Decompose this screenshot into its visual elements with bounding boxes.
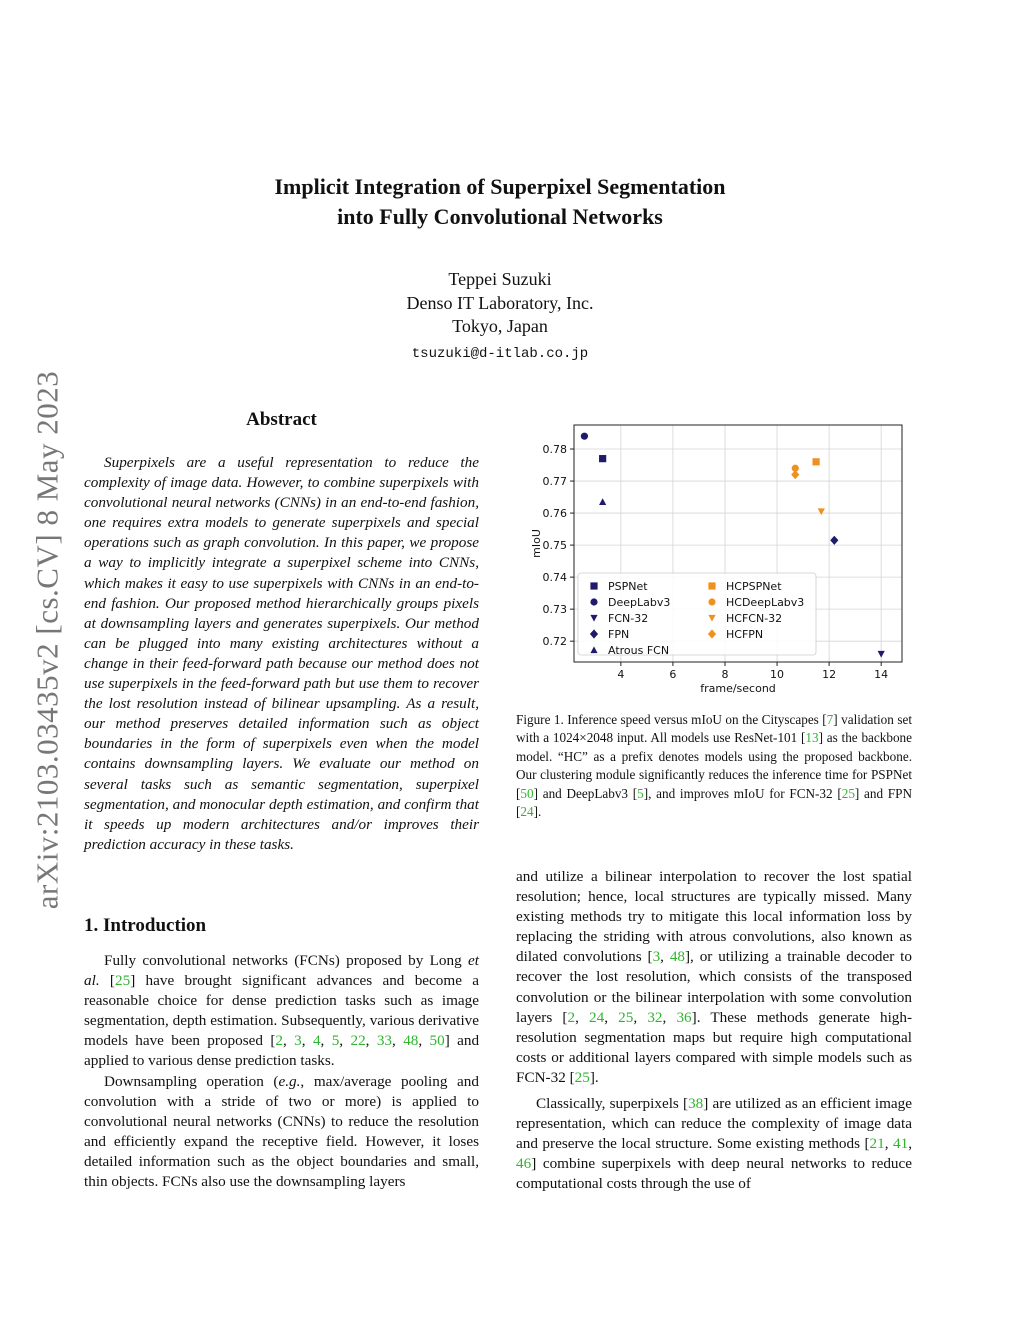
- title-line-2: into Fully Convolutional Networks: [337, 204, 663, 229]
- x-tick-label: 12: [822, 668, 837, 681]
- legend-marker: [590, 598, 597, 605]
- legend-marker: [590, 582, 597, 589]
- data-point: [599, 498, 606, 505]
- citation-link[interactable]: 3: [294, 1032, 302, 1050]
- citation-link[interactable]: 5: [637, 785, 644, 801]
- citation-link[interactable]: 48: [669, 948, 685, 966]
- citation-link[interactable]: 48: [403, 1032, 419, 1050]
- citation-link[interactable]: 25: [115, 972, 131, 990]
- x-tick-label: 10: [770, 668, 785, 681]
- citation-link[interactable]: 33: [376, 1032, 393, 1050]
- citation-link[interactable]: 2: [275, 1032, 283, 1050]
- intro-paragraph-2: Downsampling operation (e.g., max/average pooling and convolution with a stride of two or more) is applied to convolutional neural networks (CNNs) to reduce the resolution and efficiently expand the receptive field. However, it loses detailed information such as the object boundaries and small, thin objects. FCNs also use the downsampling layers: [84, 1072, 479, 1191]
- title-line-1: Implicit Integration of Superpixel Segmentation: [274, 174, 726, 199]
- data-point: [791, 470, 799, 479]
- citation-link[interactable]: 4: [312, 1032, 321, 1050]
- y-tick-label: 0.73: [542, 603, 567, 617]
- data-point: [878, 651, 885, 658]
- right-paragraph-2: Classically, superpixels [38] are utilized as an efficient image representation, which can reduce the complexity of image data and preserve the local structure. Some existing methods [21, 41, 46] combine superpixels with deep neural networks to reduce computational costs through the use of: [516, 1095, 912, 1193]
- author-affiliation: Denso IT Laboratory, Inc.: [406, 292, 594, 313]
- legend-label: Atrous FCN: [608, 644, 670, 657]
- citation-link[interactable]: 21: [869, 1135, 885, 1153]
- x-axis-label: frame/second: [700, 682, 776, 695]
- data-point: [812, 458, 819, 465]
- introduction-body: [84, 951, 479, 1192]
- citation-link[interactable]: 32: [647, 1008, 663, 1026]
- x-tick-label: 14: [874, 668, 889, 681]
- legend-label: HCFCN-32: [726, 612, 783, 625]
- citation-link[interactable]: 38: [688, 1095, 704, 1113]
- citation-link[interactable]: 50: [520, 785, 534, 801]
- section-heading-introduction: 1. Introduction: [84, 915, 207, 936]
- author-name: Teppei Suzuki: [448, 269, 552, 289]
- data-point: [818, 508, 825, 515]
- legend-marker: [708, 582, 715, 589]
- citation-link[interactable]: 24: [589, 1008, 605, 1026]
- citation-link[interactable]: 25: [574, 1068, 590, 1086]
- legend-label: FCN-32: [608, 612, 649, 625]
- arxiv-identifier-text: arXiv:2103.03435v2 [cs.CV] 8 May 2023: [29, 370, 64, 910]
- legend-label: PSPNet: [608, 580, 648, 593]
- author-block: [300, 268, 700, 366]
- paper-title: [150, 172, 850, 232]
- citation-link[interactable]: 25: [841, 785, 855, 801]
- author-email[interactable]: tsuzuki@d-itlab.co.jp: [411, 345, 589, 362]
- y-axis-label: mIoU: [530, 529, 543, 558]
- citation-link[interactable]: 22: [350, 1032, 366, 1050]
- y-tick-label: 0.76: [542, 507, 567, 521]
- y-tick-label: 0.77: [542, 475, 567, 489]
- right-column-body: [516, 867, 912, 1195]
- data-point: [581, 433, 588, 440]
- citation-link[interactable]: 7: [826, 712, 834, 727]
- citation-link[interactable]: 36: [676, 1008, 692, 1026]
- legend-label: HCFPN: [726, 628, 764, 641]
- legend-label: FPN: [608, 628, 630, 641]
- citation-link[interactable]: 5: [331, 1032, 340, 1050]
- citation-link[interactable]: 46: [516, 1155, 532, 1173]
- arxiv-identifier: [22, 350, 72, 930]
- figure-1-caption: Figure 1. Inference speed versus mIoU on the Cityscapes [7] validation set with a 1024×2048 input. All models use ResNet-101 [13] as the backbone model. “HC” as a prefix denotes models using the proposed backbone. Our clustering module significantly reduces the inference time for PSPNet [50] and DeepLabv3 [5], and improves mIoU for FCN-32 [25] and FPN [24].: [516, 712, 912, 820]
- citation-link[interactable]: 50: [429, 1032, 445, 1050]
- right-paragraph-1: and utilize a bilinear interpolation to recover the lost spatial resolution; hence, local structures are typically missed. Many existing methods try to mitigate this local information loss by replacing the striding with atrous convolutions, also known as dilated convolutions [3, 48], or utilizing a trainable decoder to recover the lost resolution, which consists of the transposed convolution or the bilinear interpolation with some convolution layers [2, 24, 25, 32, 36]. These methods generate high-resolution segmentation maps but require high computational costs or additional layers compared with simple models such as FCN-32 [25].: [516, 868, 913, 1086]
- legend-label: HCPSPNet: [726, 580, 782, 593]
- legend-label: DeepLabv3: [608, 596, 671, 609]
- y-tick-label: 0.74: [542, 571, 567, 585]
- citation-link[interactable]: 25: [618, 1008, 634, 1026]
- citation-link[interactable]: 3: [652, 948, 661, 966]
- x-tick-label: 8: [721, 668, 729, 681]
- citation-link[interactable]: 41: [893, 1135, 909, 1153]
- x-tick-label: 4: [617, 668, 625, 681]
- citation-link[interactable]: 13: [805, 730, 819, 746]
- y-tick-label: 0.78: [542, 443, 567, 457]
- abstract-heading: Abstract: [246, 409, 317, 430]
- data-point: [599, 455, 606, 462]
- abstract-body: Superpixels are a useful representation to reduce the complexity of image data. However, to combine superpixels with convolutional neural networks (CNNs) in an end-to-end fashion, one requires extra models to generate superpixels and special operations such as graph convolution. In this paper, we propose a way to implicitly integrate a superpixel scheme into CNNs, which makes it easy to use superpixels with CNNs in an end-to-end fashion. Our proposed method hierarchically groups pixels at downsampling layers and generates superpixels. Our method can be plugged into many existing architectures without a change in their feed-forward path because our method does not use superpixels in the feed-forward path but use them to recover the lost resolution instead of bilinear upsampling. As a result, our method preserves detailed information such as object boundaries in the form of superpixels even when the model contains downsampling layers. We evaluate our method on several tasks such as semantic segmentation, superpixel segmentation, and monocular depth estimation, and confirm that it speeds up modern architectures and/or improves their prediction accuracy in these tasks.: [84, 454, 479, 853]
- figure-1-scatter-chart: [524, 420, 914, 700]
- legend-marker: [708, 598, 715, 605]
- intro-paragraph-1: Fully convolutional networks (FCNs) proposed by Long et al. [25] have brought significant advances and become a reasonable choice for dense prediction tasks such as image segmentation, depth estimation. Subsequently, various derivative models have been proposed [2, 3, 4, 5, 22, 33, 48, 50] and applied to various dense prediction tasks.: [84, 952, 480, 1070]
- y-tick-label: 0.75: [542, 539, 567, 553]
- citation-link[interactable]: 24: [520, 804, 534, 820]
- author-location: Tokyo, Japan: [452, 316, 548, 336]
- citation-link[interactable]: 2: [567, 1008, 576, 1026]
- y-tick-label: 0.72: [542, 635, 567, 649]
- legend-label: HCDeepLabv3: [726, 596, 805, 609]
- data-point: [830, 536, 838, 545]
- x-tick-label: 6: [669, 668, 677, 681]
